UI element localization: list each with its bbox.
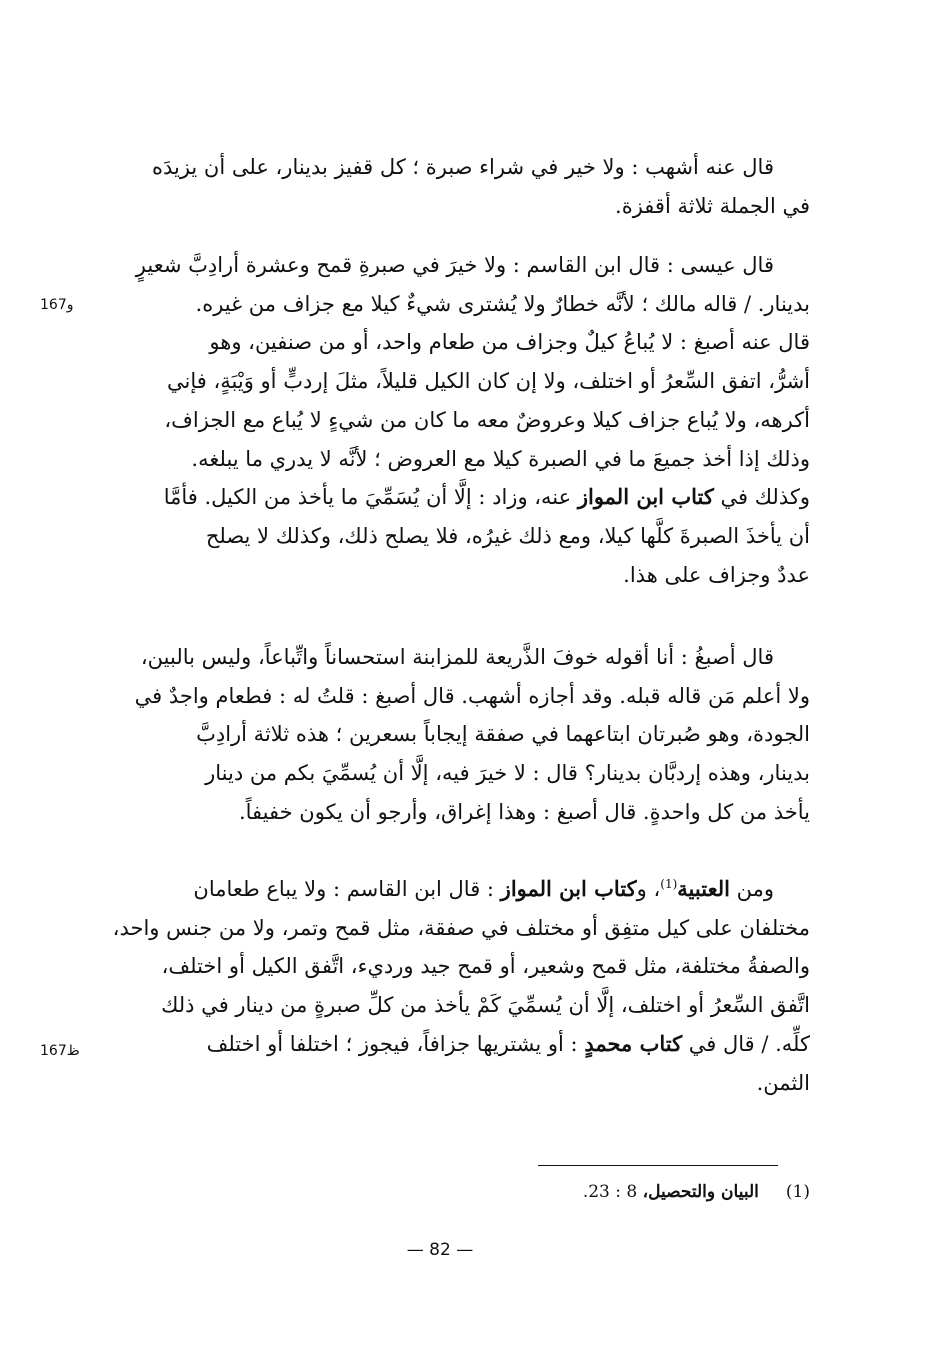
text-line: مختلفان على كيل متفِق أو مختلف في صفقة، مثل قمح وتمر، ولا من جنس واحد، bbox=[112, 915, 810, 940]
page-number: — 82 — bbox=[406, 1240, 474, 1260]
text-line: ولا أعلم مَن قاله قبله. وقد أجازه أشهب. قال أصبغ : قلتُ له : فطعام واجدٌ في bbox=[134, 683, 810, 708]
footnote-ref: 8 : 23. bbox=[582, 1182, 638, 1202]
book-title: كتاب ابن المواز bbox=[577, 484, 714, 510]
margin-folio-note: 167و bbox=[40, 297, 74, 313]
text-line: أن يأخذَ الصبرةَ كلَّها كيلا، ومع ذلك غيرُه، فلا يصلح ذلك، وكذلك لا يصلح bbox=[205, 523, 810, 548]
text-segment: ومن bbox=[729, 877, 774, 901]
text-line: في الجملة ثلاثة أقفزة. bbox=[615, 193, 810, 218]
book-title: كتاب محمدٍ bbox=[584, 1030, 683, 1056]
text-segment: ، و bbox=[636, 877, 661, 901]
paragraph-1 bbox=[118, 148, 810, 225]
text-line bbox=[118, 478, 810, 517]
text-line: الجودة، وهو صُبرتان ابتاعهما في صفقة إيجاباً بسعرين ؛ هذه ثلاثة أرادِبَّ bbox=[196, 722, 810, 747]
book-title: كتاب ابن المواز bbox=[500, 876, 637, 901]
text-line: بدينار، وهذه إردبَّان بدينار؟ قال : لا خيرَ فيه، إلَّا أن يُسمِّيَ بكم من دينار bbox=[205, 761, 810, 786]
text-line: أكرهه، ولا يُباع جزاف كيلا وعروضٌ معه ما كان من شيءٍ لا يُباع مع الجزاف، bbox=[164, 407, 810, 432]
text-line: قال عنه أصبغ : لا يُباعُ كيلٌ وجزاف من طعام واحد، أو من صنفين، وهو bbox=[209, 330, 810, 355]
footnote-marker[interactable]: (1) bbox=[660, 877, 678, 891]
text-line: عددٌ وجزاف على هذا. bbox=[623, 562, 810, 587]
text-line: يأخذ من كل واحدةٍ. قال أصبغ : وهذا إغراق، وأرجو أن يكون خفيفاً. bbox=[238, 799, 810, 824]
text-line: بدينار. / قاله مالك ؛ لأنَّه خطارٌ ولا يُشترى شيءٌ كيلا مع جزاف من غيره. bbox=[195, 291, 810, 316]
margin-folio-note: 167ظ bbox=[40, 1043, 80, 1059]
text-line: قال عيسى : قال ابن القاسم : ولا خيرَ في صبرةِ قمح وعشرة أرادِبَّ شعيرٍ bbox=[135, 253, 774, 277]
paragraph-4 bbox=[112, 870, 810, 1102]
text-segment: : أو يشتريها جزافاً، فيجوز ؛ اختلفا أو اختلف bbox=[206, 1031, 585, 1056]
text-segment: : قال ابن القاسم : ولا يباع طعامان bbox=[193, 877, 501, 901]
text-line: الثمن. bbox=[756, 1070, 810, 1095]
text-line bbox=[118, 870, 810, 909]
text-line: وذلك إذا أخذ جميعَ ما في الصبرة كيلا مع العروض ؛ لأنَّه لا يدري ما يبلغه. bbox=[191, 446, 810, 471]
text-segment: عنه، وزاد : إلَّا أن يُسَمِّيَ ما يأخذ من الكيل. فأمَّا bbox=[163, 485, 578, 510]
paragraph-3 bbox=[118, 638, 810, 832]
footnote-source: البيان والتحصيل، bbox=[642, 1182, 759, 1202]
book-title: العتبية bbox=[677, 876, 730, 901]
text-line: اتَّفق السِّعرُ أو اختلف، إلَّا أن يُسمِّيَ كَمْ يأخذ من كلِّ صبرةٍ من دينار في ذلك bbox=[161, 993, 810, 1018]
text-segment: كلِّه. / قال في bbox=[682, 1031, 810, 1056]
footnote-divider bbox=[538, 1165, 778, 1166]
paragraph-2 bbox=[118, 246, 810, 594]
text-line: قال عنه أشهب : ولا خير في شراء صبرة ؛ كل قفيز بدينار، على أن يزيدَه bbox=[151, 155, 774, 179]
footnote-number: (1) bbox=[785, 1182, 810, 1202]
text-line bbox=[118, 1025, 810, 1064]
text-line: أشرُّ، اتفق السِّعرُ أو اختلف، ولا إن كان الكيل قليلاً، مثلَ إردبٍّ أو وَيْبَةٍ، فإني bbox=[167, 369, 810, 394]
text-line: قال أصبغُ : أنا أقوله خوفَ الذَّريعة للمزابنة استحساناً واتِّباعاً، وليس بالبين، bbox=[140, 645, 774, 669]
footnote bbox=[400, 1180, 810, 1204]
text-line: والصفةُ مختلفة، مثل قمح وشعير، أو قمح جيد ورديء، اتَّفق الكيل أو اختلف، bbox=[161, 954, 810, 979]
text-segment: وكذلك في bbox=[713, 485, 810, 510]
